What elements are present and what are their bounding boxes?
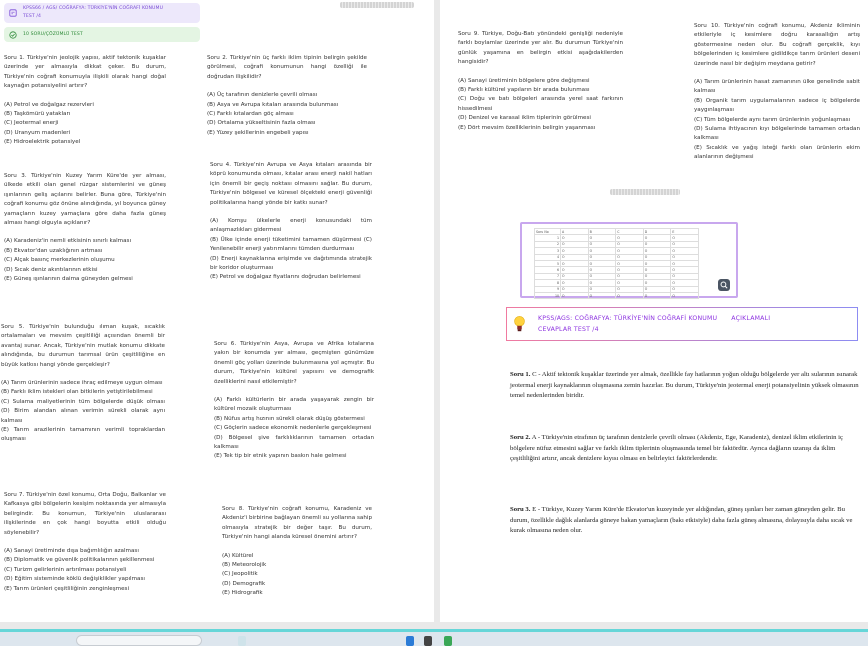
option-c: (C) Göçlerin sadece ekonomik nedenlerle gerçekleşmesi (214, 425, 372, 432)
option-c: (C) Jeotermal enerji (4, 120, 59, 127)
answer-bubble[interactable]: O (671, 292, 699, 298)
option-e: (E) Yüzey şekillerinin engebeli yapısı (207, 129, 309, 136)
answer-bubble[interactable]: O (616, 241, 644, 247)
answer-bubble[interactable]: O (643, 241, 671, 247)
zoom-image-button[interactable] (718, 279, 730, 291)
option-a: (A) Farklı kültürlerin bir arada yaşayarak zengin bir kültürel mozaik oluşturması (214, 397, 374, 413)
explanation-1: Soru 1. C - Aktif tektonik kuşaklar üzerinde yer almak, özellikle fay hatlarının yoğun olduğu bölgelerde yer altı sularının ısınarak jeotermal enerji kaynaklarının oluşmasına zemin hazırlar. Bu durum, Türkiye'nin jeotermal enerji potansiyelinin yüksek olmasının temel nedenlerinden biridir. (510, 371, 859, 399)
answer-row: 10 O O O O O (535, 292, 699, 298)
answer-bubble[interactable]: O (671, 254, 699, 260)
question-4: Soru 4. Türkiye'nin Avrupa ve Asya kıtaları arasında bir köprü konumunda olması, kıtalar arası enerji nakil hatları için önemli bir geçiş noktası olmasını sağlar. Bu durum, Türkiye'nin bölgesel ve küresel ölçekteki enerji güvenliği politikalarına hangi yönde bir katkı sunar? (A) Komşu ülkelerle enerji konusundaki tüm anlaşmazlıkları gidermesi (B) Ülke içinde enerji tüketimini tamamen düşürmesi (C) Yenilenebilir enerji yatırımlarını tümden durdurması (D) Enerji kaynaklarına erişimde ve dağıtımında stratejik bir koridor oluşturması (E) Petrol ve doğalgaz fiyatlarını doğrudan belirlemesi (210, 161, 372, 283)
answer-bubble[interactable]: O (671, 273, 699, 279)
option-e: (E) Tarım ürünleri çeşitliliğinin zenginleşmesi (4, 585, 130, 592)
answer-bubble[interactable]: O (643, 248, 671, 254)
magnifier-icon (720, 281, 728, 289)
answer-bubble[interactable]: O (588, 241, 616, 247)
option-b: (B) Farklı kültürel yapıların bir arada bulunması (458, 87, 590, 94)
option-d: (D) Denizel ve karasal iklim tiplerinin görülmesi (458, 115, 591, 122)
option-e: (E) Sıcaklık ve yağış isteği farklı olan ürünlerin ekim alanlarının değişmesi (694, 144, 860, 161)
answers-banner-suffix: AÇIKLAMALI (731, 315, 771, 322)
answer-bubble[interactable]: O (561, 286, 589, 292)
answer-bubble[interactable]: O (616, 254, 644, 260)
option-d: (D) Ortalama yükseltisinin fazla olması (207, 120, 316, 127)
answer-row: 1 O O O O O (535, 235, 699, 241)
answer-bubble[interactable]: O (643, 254, 671, 260)
option-b: (B) Asya ve Avrupa kıtaları arasında bulunması (207, 101, 339, 108)
answer-row: 3 O O O O O (535, 248, 699, 254)
option-a: (A) Üç tarafının denizlerle çevrili olması (207, 92, 318, 99)
option-a: (A) Sanayi üretiminin bölgelere göre değişmesi (458, 77, 590, 84)
option-c: (C) Jeopolitik (222, 571, 258, 578)
explanation-2: Soru 2. A - Türkiye'nin etrafının üç tarafının denizlerle çevrili olması (Akdeniz, Ege, Karadeniz), denizel iklim etkilerinin iç bölgelere nüfuz etmesini sağlar ve farklı iklim tiplerinin oluşmasında temel bir faktördür. Ayrıca dağların uzanışı da iklim çeşitliliğini artırır, ancak denizlere kıyısı olması en belirleyici faktörlerdendir. (510, 434, 843, 462)
answer-bubble[interactable]: O (588, 260, 616, 266)
taskbar-app-icon[interactable] (424, 636, 432, 646)
option-c: (C) Doğu ve batı bölgeleri arasında yerel saat farkının hissedilmesi (458, 96, 623, 112)
answer-bubble[interactable]: O (643, 267, 671, 273)
answer-bubble[interactable]: O (643, 273, 671, 279)
answer-bubble[interactable]: O (561, 235, 589, 241)
answer-row: 8 O O O O O (535, 280, 699, 286)
document-page-left (0, 0, 434, 622)
watermark (610, 189, 680, 195)
test-title-banner (4, 3, 200, 23)
taskbar-search-box[interactable] (76, 635, 202, 646)
option-e: (E) Dört mevsim özelliklerinin belirgin yaşanması (458, 124, 596, 131)
answer-sheet (520, 222, 738, 298)
option-a: (A) Komşu ülkelerle enerji konusundaki tüm anlaşmazlıkları gidermesi (210, 218, 372, 234)
option-b: (B) Diplomatik ve güvenlik politikalarının şekillenmesi (4, 557, 155, 564)
answer-bubble[interactable]: O (643, 286, 671, 292)
question-8: Soru 8. Türkiye'nin coğrafi konumu, Karadeniz ve Akdeniz'i birbirine bağlayan önemli su yollarına sahip olmasıyla stratejik bir değer taşır. Bu durum, Türkiye'nin hangi alanda küresel önemini artırır? (A) Kültürel (B) Meteorolojik (C) Jeopolitik (D) Demografik (E) Hidrografik (222, 505, 372, 599)
option-a: (A) Kültürel (222, 552, 254, 559)
taskbar-app-icon[interactable] (444, 636, 452, 646)
option-a: (A) Petrol ve doğalgaz rezervleri (4, 101, 94, 108)
answer-bubble[interactable]: O (643, 260, 671, 266)
answer-bubble[interactable]: O (561, 254, 589, 260)
option-c-d: (C) Sulama maliyetlerinin tüm bölgelerde düşük olması (D) Birim alandan alınan verimin sürekli olarak aynı kalması (1, 398, 165, 424)
answer-bubble[interactable]: O (616, 260, 644, 266)
answer-bubble[interactable]: O (561, 260, 589, 266)
answer-row: 2 O O O O O (535, 241, 699, 247)
taskbar-app-icon[interactable] (238, 636, 246, 646)
answers-banner-subtitle: CEVAPLAR TEST /4 (538, 326, 599, 333)
answer-bubble[interactable]: O (616, 280, 644, 286)
answer-row: 6 O O O O O (535, 267, 699, 273)
check-circle-icon (9, 31, 17, 39)
option-a: (A) Sanayi üretiminde dışa bağımlılığın azalması (4, 548, 139, 555)
answer-bubble[interactable]: O (588, 292, 616, 298)
answer-bubble[interactable]: O (561, 280, 589, 286)
answers-banner (506, 307, 858, 341)
answer-bubble[interactable]: O (616, 267, 644, 273)
option-e: (E) Tarım arazilerinin tamamının verimli topraklardan oluşması (1, 427, 165, 443)
option-d: (D) Bölgesel şive farklılıklarının tamamen ortadan kalkması (214, 434, 374, 451)
answer-bubble[interactable]: O (588, 248, 616, 254)
option-e: (E) Tek tip bir etnik yapının baskın hale gelmesi (214, 453, 347, 460)
answer-bubble[interactable]: O (671, 235, 699, 241)
answer-bubble[interactable]: O (671, 260, 699, 266)
question-2: Soru 2. Türkiye'nin üç farklı iklim tipinin belirgin şekilde görülmesi, coğrafi konumunun hangi özelliği ile doğrudan ilişkilidir? (A) Üç tarafının denizlerle çevrili olması (B) Asya ve Avrupa kıtaları arasında bulunması (C) Farklı kıtalardan göç alması (D) Ortalama yükseltisinin fazla olması (E) Yüzey şekillerinin engebeli yapısı (207, 54, 367, 138)
answers-banner-title: KPSS/AGS: COĞRAFYA: TÜRKİYE'NİN COĞRAFİ KONUMU (538, 315, 718, 322)
option-d: (D) Demografik (222, 580, 266, 587)
option-d: (D) Uranyum madenleri (4, 129, 71, 136)
answer-bubble[interactable]: O (616, 292, 644, 298)
question-5: Soru 5. Türkiye'nin bulunduğu ılıman kuşak, sıcaklık ortalamaları ve mevsim çeşitliliği açısından önemli bir avantaj sunar. Ancak, Türkiye'nin mutlak konumu dikkate alındığında, bu durumun tarımsal ürün çeşitliliğine en büyük katkısı hangi yönde gerçekleşir? (A) Tarım ürünlerinin sadece ihraç edilmeye uygun olması (B) Farklı iklim istekleri olan bitkilerin yetiştirilebilmesi (C) Sulama maliyetlerinin tüm bölgelerde düşük olması (D) Birim alandan alınan verimin sürekli olarak aynı kalması (E) Tarım arazilerinin tamamının verimli topraklardan oluşması (1, 323, 165, 445)
option-e: (E) Güneş ışınlarının daima güneyden gelmesi (4, 276, 133, 283)
option-e: (E) Hidroelektrik potansiyel (4, 139, 81, 146)
answer-row: 4 O O O O O (535, 254, 699, 260)
option-a: (A) Tarım ürünlerinin sadece ihraç edilmeye uygun olması (1, 380, 163, 387)
answer-bubble[interactable]: O (643, 280, 671, 286)
note-icon (9, 9, 17, 17)
option-b-c: (B) Ülke içinde enerji tüketimini tamamen düşürmesi (C) Yenilenebilir enerji yatırımlarını tümden durdurması (210, 236, 372, 253)
taskbar-app-icon[interactable] (406, 636, 414, 646)
answer-row: 9 O O O O O (535, 286, 699, 292)
option-a: (A) Tarım ürünlerinin hasat zamanının ülke genelinde sabit kalması (694, 79, 860, 95)
option-c: (C) Tüm bölgelerde aynı tarım ürünlerinin yoğunlaşması (694, 116, 851, 123)
question-3: Soru 3. Türkiye'nin Kuzey Yarım Küre'de yer alması, ülkede etkili olan genel rüzgar sistemlerini ve güneş ışınlarının geliş açılarını belirler. Buna göre, Türkiye'nin coğrafi konumu göz önüne alındığında, yıl boyunca güney yamaçların kuzey yamaçlara göre daha fazla güneş alması hangi olguyla açıklanır? (A) Karadeniz'in nemli etkisinin sınırlı kalması (B) Ekvator'dan uzaklığının artması (C) Alçak basınç merkezlerinin oluşumu (D) Sıcak deniz akıntılarının etkisi (E) Güneş ışınlarının daima güneyden gelmesi (4, 172, 166, 284)
answer-bubble[interactable]: O (671, 286, 699, 292)
option-e: (E) Petrol ve doğalgaz fiyatlarını doğrudan belirlemesi (210, 274, 361, 281)
answer-bubble[interactable]: O (616, 286, 644, 292)
option-b: (B) Organik tarım uygulamalarının sadece iç bölgelerde yaygınlaşması (694, 97, 860, 114)
answer-bubble[interactable]: O (616, 248, 644, 254)
answer-bubble[interactable]: O (643, 292, 671, 298)
answer-bubble[interactable]: O (671, 241, 699, 247)
answer-bubble[interactable]: O (588, 254, 616, 260)
option-d: (D) Sulama ihtiyacının kıyı bölgelerinde tamamen ortadan kalkması (694, 126, 860, 142)
answer-bubble[interactable]: O (616, 273, 644, 279)
option-c: (C) Turizm gelirlerinin artırılması potansiyeli (4, 566, 127, 573)
answer-bubble[interactable]: O (561, 267, 589, 273)
question-count-banner (4, 27, 200, 42)
answer-bubble[interactable]: O (588, 267, 616, 273)
answer-bubble[interactable]: O (588, 273, 616, 279)
question-10: Soru 10. Türkiye'nin coğrafi konumu, Akdeniz ikliminin etkileriyle iç kesimlere doğru karasallığın artış göstermesine neden olur. Bu coğrafi gerçeklik, kıyı bölgelerinden iç kesimlere gidildikçe tarım ürünleri deseni üzerinde nasıl bir değişim meydana getirir? (A) Tarım ürünlerinin hasat zamanının ülke genelinde sabit kalması (B) Organik tarım uygulamalarının sadece iç bölgelerde yaygınlaşması (C) Tüm bölgelerde aynı tarım ürünlerinin yoğunlaşması (D) Sulama ihtiyacının kıyı bölgelerinde tamamen ortadan kalkması (E) Sıcaklık ve yağış isteği farklı olan ürünlerin ekim alanlarının değişmesi (694, 22, 860, 163)
answer-bubble[interactable]: O (588, 286, 616, 292)
option-d: (D) Enerji kaynaklarına erişimde ve dağıtımında stratejik bir koridor oluşturması (210, 255, 372, 272)
question-6: Soru 6. Türkiye'nin Asya, Avrupa ve Afrika kıtalarına yakın bir konumda yer alması, geçmişten günümüze önemli göç yolları üzerinde bulunmasına yol açmıştır. Bu durum, Türkiye'nin kültürel yapısını ve demografik özelliklerini nasıl etkilemiştir? (A) Farklı kültürlerin bir arada yaşayarak zengin bir kültürel mozaik oluşturması (B) Nüfus artış hızının sürekli olarak düşüş göstermesi (C) Göçlerin sadece ekonomik nedenlerle gerçekleşmesi (D) Bölgesel şive farklılıklarının tamamen ortadan kalkması (E) Tek tip bir etnik yapının baskın hale gelmesi (214, 340, 374, 462)
option-d: (D) Eğitim sisteminde köklü değişiklikler yapılması (4, 576, 145, 583)
question-count-text: 10 SORU/ÇÖZÜMLÜ TEST (23, 32, 83, 37)
answer-bubble[interactable]: O (616, 235, 644, 241)
option-b: (B) Farklı iklim istekleri olan bitkilerin yetiştirilebilmesi (1, 389, 153, 396)
answer-sheet-table: Soru No A B C D E 1 O O O O O 2 O O O O O 3 O O O O O 4 O O O O O 5 O O O O O 6 O O O O O 7 O O O O O 8 O O O O O 9 O O O O O 10 O O O O O (534, 228, 699, 299)
answer-bubble[interactable]: O (561, 273, 589, 279)
option-b: (B) Meteorolojik (222, 562, 267, 569)
answer-bubble[interactable]: O (671, 280, 699, 286)
option-c: (C) Farklı kıtalardan göç alması (207, 111, 294, 118)
option-d: (D) Sıcak deniz akıntılarının etkisi (4, 266, 98, 273)
option-b: (B) Nüfus artış hızının sürekli olarak düşüş göstermesi (214, 415, 365, 422)
question-7: Soru 7. Türkiye'nin özel konumu, Orta Doğu, Balkanlar ve Kafkasya gibi bölgelerin kesişim noktasında yer almasıyla belirgindir. Bu konumun, Türkiye'nin uluslararası ilişkilerinde en çok hangi boyutta etkili olduğu söylenebilir? (A) Sanayi üretiminde dışa bağımlılığın azalması (B) Diplomatik ve güvenlik politikalarının şekillenmesi (C) Turizm gelirlerinin artırılması potansiyeli (D) Eğitim sisteminde köklü değişiklikler yapılması (E) Tarım ürünleri çeşitliliğinin zenginleşmesi (4, 491, 166, 594)
answer-bubble[interactable]: O (643, 235, 671, 241)
answer-row: 5 O O O O O (535, 260, 699, 266)
option-b: (B) Ekvator'dan uzaklığının artması (4, 247, 103, 254)
question-1: Soru 1. Türkiye'nin jeolojik yapısı, aktif tektonik kuşaklar üzerinde yer almasıyla dikkat çeker. Bu durum, Türkiye'nin coğrafi konumuyla ilişkili olarak hangi doğal kaynağın potansiyelini artırır? (A) Petrol ve doğalgaz rezervleri (B) Taşkömürü yatakları (C) Jeotermal enerji (D) Uranyum madenleri (E) Hidroelektrik potansiyel (4, 54, 166, 148)
answer-bubble[interactable]: O (561, 241, 589, 247)
test-title-text: KPSS66 / AGS/ COĞRAFYA: TÜRKİYE'NİN COĞRAFİ KONUMU TEST /4 (23, 6, 164, 19)
question-9: Soru 9. Türkiye, Doğu-Batı yönündeki genişliği nedeniyle farklı boylamlar üzerinde yer alır. Bu durumun Türkiye'nin günlük yaşamına en belirgin etkisi aşağıdakilerden hangisidir? (A) Sanayi üretiminin bölgelere göre değişmesi (B) Farklı kültürel yapıların bir arada bulunması (C) Doğu ve batı bölgeleri arasında yerel saat farkının hissedilmesi (D) Denizel ve karasal iklim tiplerinin görülmesi (E) Dört mevsim özelliklerinin belirgin yaşanması (458, 30, 623, 133)
lightbulb-icon (513, 315, 526, 333)
taskbar (0, 632, 868, 646)
answer-row: 7 O O O O O (535, 273, 699, 279)
answer-bubble[interactable]: O (671, 248, 699, 254)
answer-bubble[interactable]: O (671, 267, 699, 273)
option-e: (E) Hidrografik (222, 590, 263, 597)
answer-bubble[interactable]: O (588, 280, 616, 286)
answer-bubble[interactable]: O (561, 292, 589, 298)
option-a: (A) Karadeniz'in nemli etkisinin sınırlı kalması (4, 238, 132, 245)
option-c: (C) Alçak basınç merkezlerinin oluşumu (4, 257, 115, 264)
explanation-3: Soru 3. E - Türkiye, Kuzey Yarım Küre'de Ekvator'un kuzeyinde yer aldığından, güneş ışınları her zaman güneyden gelir. Bu durum, özellikle dağlık alanlarda güneye bakan yamaçların (bakı etkisiyle) daha fazla güneş almasına, dolayısıyla daha sıcak ve kurak olmasına neden olur. (510, 506, 853, 534)
watermark (340, 2, 414, 8)
answer-bubble[interactable]: O (588, 235, 616, 241)
answer-bubble[interactable]: O (561, 248, 589, 254)
option-b: (B) Taşkömürü yatakları (4, 111, 71, 118)
